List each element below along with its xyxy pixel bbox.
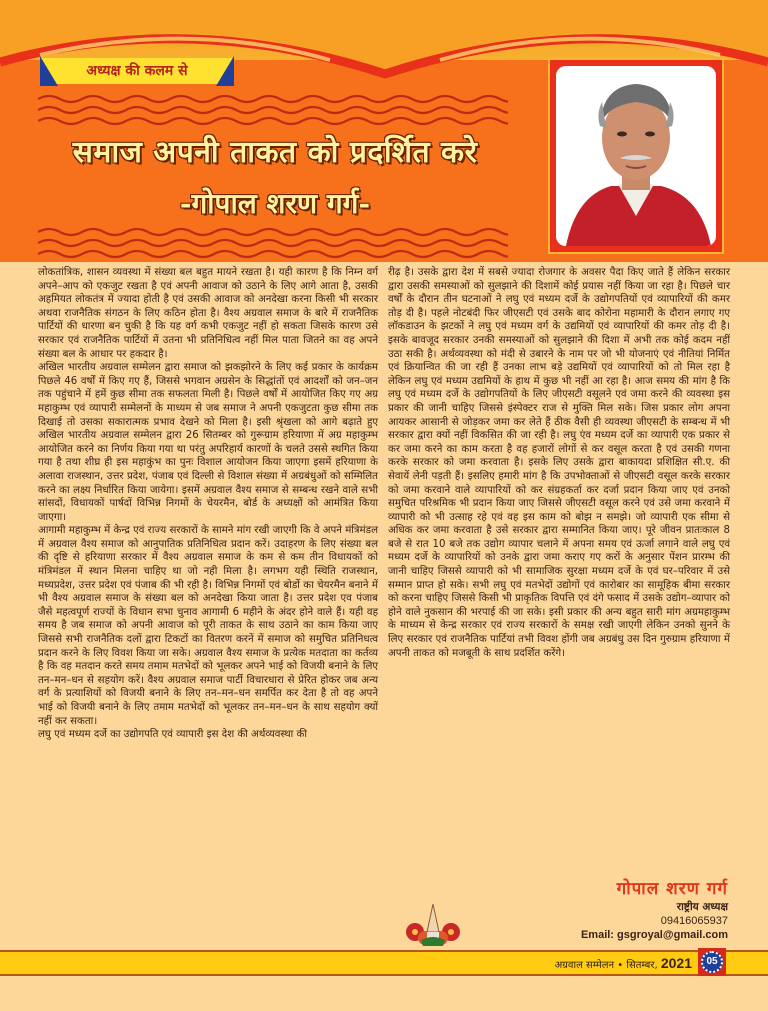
signature-name: गोपाल शरण गर्ग xyxy=(616,879,728,899)
portrait-frame xyxy=(548,58,724,254)
header-banner xyxy=(0,0,768,262)
signature-email[interactable]: Email: gsgroyal@gmail.com xyxy=(580,929,728,941)
article-column-left xyxy=(38,266,378,742)
page-number: 05 xyxy=(701,951,723,973)
footer-bar xyxy=(0,950,768,976)
article-paragraph: रीढ़ है। उसके द्वारा देश में सबसे ज्यादा रोजगार के अवसर पैदा किए जाते हैं लेकिन सरकार द्वारा उसकी समस्याओं को सुलझाने की दिशामें कोई प्रयास नहीं किया जा रहा है। पिछले चार वर्षों के दौरान तीन घटनाओं ने लघु एवं मध्यम दर्जे के उद्योगपतियों एवं व्यापारियों की कमर तोड़ दी है। पहले नोटबंदी फिर जीएसटी एवं उसके बाद कोरोना महामारी के दौरान लगाए गए लॉकडाउन के झटकों ने लघु एवं मध्यम वर्ग के उद्यमियों एवं व्यापारियों की कमर तोड़ दी है। इसके बावजूद सरकार उनकी समस्याओं को सुलझाने की दिशा में अभी तक कोई कदम नहीं उठा सकी है। अर्थव्यवस्था को मंदी से उबारने के नाम पर जो भी योजनाएं एवं नीतियां निर्मित एवं क्रियान्वित की जा रही हैं उनका लाभ बड़े उद्यमियों एवं व्यापारियों को तो मिल रहा है लेकिन लघु एवं मध्यम उद्यमियों के हाथ में कुछ भी नहीं आ रहा है। आज समय की मांग है कि लघु एवं मध्यम दर्जे के उद्योगपतियों के लिए जीएसटी वसूलने एवं जमा करने की व्यवस्था इस प्रकार की जानी चाहिए जिससे इंस्पेक्टर राज से मुक्ति मिल सके। जिस प्रकार लोग अपना आयकर आसानी से जोड़कर जमा कर लेते हैं ठीक वैसी ही व्यवस्था जीएसटी के सम्बन्ध में भी सरकार द्वारा क्यों नहीं विकसित की जा रही है। लघु एंव मध्यम दर्जे का व्यापारी एक प्रकार से कर जमा करने का काम करता है वह हजारों लोगों से कर वसूल करता है एवं उसकी गणना करके सरकार को जमा करवाता है। इसके लिए उसके द्वारा बाकायदा प्रशिक्षित सी.ए. की सेवायें लेनी पड़ती हैं। इसलिए हमारी मांग है कि उपभोक्ताओं से जीएसटी वसूल करके सरकार को जमा करवाने वाले व्यापारियों को कर संग्रहकर्ता कर दर्जा प्रदान किया जाए एवं उनको समुचित परिश्रमिक भी प्रदान किया जाए जिससे जीएसटी वसूल करने एवं उसे जमा करवाने में व्यापारी को भी उत्साह रहे एवं वह इस काम को बोझ न समझे। जो व्यापारी एक सीमा से अधिक कर जमा करवाता है उसे सरकार द्वारा सम्मानित किया जाए। पूरे जीवन प्रातःकाल 8 बजे से रात 10 बजे तक उद्योग व्यापार चलाने में अपना समय एवं ऊर्जा लगाने वाले लघु एवं मध्यम दर्जे के व्यापारियों को उनके द्वारा जमा कराए गए करों के अनुसार पेंशन प्रारम्भ की जानी चाहिए जिससे व्यापारी को भी सामाजिक सुरक्षा मध्यम दर्जे के एवं घर–परिवार में उसे सम्मान प्राप्त हो सके। सभी लघु एवं मतभेदों उद्योगों एवं कारोबार का सामूहिक बीमा सरकार को करना चाहिए जिससे किसी भी प्राकृतिक विपत्ति एवं दंगे फसाद में उसके उद्योग–व्यापार को होने वाले नुकसान की भरपाई की जा सके। इसी प्रकार की अन्य बहुत सारी मांग अग्रमहाकुम्भ के माध्यम से केन्द्र सरकार एवं राज्य सरकारों के समक्ष रखी जाएगी लेकिन उनको सुनने के लिए सरकार एवं राजनैतिक पार्टियां तभी विवश होंगी जब अग्रबंधु उस दिन गुरुग्राम हरियाणा में अपनी ताकत को मजबूती के साथ प्रदर्शित करेंगे। xyxy=(388,267,730,659)
signature-phone: 09416065937 xyxy=(660,915,728,927)
page-number-badge xyxy=(698,948,726,976)
article-column-right xyxy=(388,266,730,660)
badge-label: अध्यक्ष की कलम से xyxy=(86,63,188,79)
article-paragraph: लघु एवं मध्यम दर्जे का उद्योगपति एवं व्यापारी इस देश की अर्थव्यवस्था की xyxy=(38,729,308,741)
article-paragraph: लोकतांत्रिक, शासन व्यवस्था में संख्या बल बहुत मायने रखता है। यही कारण है कि निम्न वर्ग अपने–आप को एकजुट रखता है एवं अपनी आवाज को उठाने के लिए आगे आता है, उसकी अहमियत लोकतंत्र में ज्यादा होती है एवं उसकी आवाज को अनदेखा करना किसी भी सरकार अथवा राजनैतिक संगठन के लिए कठिन होता है। वैश्य अग्रवाल समाज के बारे में राजनैतिक पार्टियों की धारणा बन चुकी है कि यह वर्ग कभी एकजुट नहीं हो सकता जिसके कारण उसे सरकार एवं राजनैतिक पार्टियों में उतना भी प्रतिनिधित्व नहीं मिल पाता जितने का वह अपने संख्या बल के आधार पर हकदार है। xyxy=(38,267,378,360)
footer-month: सितम्बर, xyxy=(626,960,658,971)
footer-publication-line xyxy=(555,952,692,974)
article-paragraph: आगामी महाकुम्भ में केन्द्र एवं राज्य सरकारों के सामने मांग रखी जाएगी कि वे अपने मंत्रिमंडल में अग्रवाल वैश्य समाज को आनुपातिक प्रतिनिधित्व प्रदान करें। उदाहरण के लिए संख्या बल की दृष्टि से हरियाणा सरकार में वैश्य अग्रवाल समाज के कम से कम तीन विधायकों को मंत्रिमंडल में स्थान मिलना चाहिए था जो नही मिला है। लगभग यही स्थिति राजस्थान, मध्यप्रदेश, उत्तर प्रदेश एवं पंजाब की भी रही है। विभिन्न निगमों एवं बोर्डो का चेयरमैन बनाने में भी वैश्य अग्रवाल समाज के संख्या बल को अनदेखा किया जाता है। उत्तर प्रदेश एव पंजाब जैसे महत्वपूर्ण राज्यों के विधान सभा चुनाव आगामी 6 महीने के अंदर होने वाले हैं। यही वह समय है जब समाज को अपनी आवाज को पूरी ताकत के साथ उठाने का काम किया जाए जिससे सभी राजनैतिक दलों द्वारा टिकटों का वितरण करनें में समाज को समुचित प्रतिनिधत्व प्रदान करने के लिए विवश किया जा सके। अग्रवाल वैश्य समाज के प्रत्येक मतदाता का कर्तव्य है कि वह मतदान करते समय तमाम मतभेदों को भूलकर अपने भाई को विजयी बनाने के लिए तन–मन–धन से सहयोग करें। वैश्य अग्रवाल समाज पार्टी विचारधारा से प्रेरित होकर जब अन्य वर्ग के प्रत्याशियों को विजयी बनाने के लिए तन–मन–धन समर्पित कर देता है तो वह अपने भाई को विजयी बनाने के लिए तमाम मतभेदों को भूलकर तन–मन–धन के साथ सहयोग क्यों नहीं कर सकता। xyxy=(38,525,378,727)
article-paragraph: अखिल भारतीय अग्रवाल सम्मेलन द्वारा समाज को झकझोरने के लिए कई प्रकार के कार्यक्रम पिछले 46 वर्षों में किए गए हैं, जिससे भगवान अग्रसेन के सिद्धांतों एवं आदर्शों को जन–जन तक पहुंचाने में हमें कुछ सीमा तक सफलता मिली है। पिछले वर्षों में आयोजित किए गए अग्र महाकुम्भ एवं व्यापारी सम्मेलनों के माध्यम से जब समाज ने अपनी एकजुटता कुछ सीमा तक दिखाई तो उसका सकारात्मक प्रभाव देखने को मिला है। इसी श्रृंखला को आगे बढ़ाते हुए अखिल भारतीय अग्रवाल सम्मेलन द्वारा 26 सितम्बर को गुरूग्राम हरियाणा में अग्र महाकुम्भ आयोजित करने का निर्णय किया गया था परंतु अपरिहार्य कारणों के चलते उससे स्थगित किया गया है तथा शीघ्र ही इस महाकुंभ का पुनः विशाल आयोजन किया जाएगा इसमें हरियाणा के अलावा राजस्थान, उत्तर प्रदेश, पंजाब एवं दिल्ली से विशाल संख्या में अग्रबंधुओं को सम्मिलित करने का लक्ष्य निर्धारित किया जायेगा। इसमें अग्रवाल वैश्य समाज से सम्बन्ध रखने वाले सभी सांसदों, विधायकों पार्षदों विभिन्न निगमों के चेयरमैन, बोर्ड के अध्यक्षों को आमंत्रित किया जाएगा। xyxy=(38,362,378,523)
wavy-lines-bottom xyxy=(38,226,508,262)
footer-year: 2021 xyxy=(660,955,692,971)
article-title: समाज अपनी ताकत को प्रदर्शित करे xyxy=(72,135,478,170)
person-portrait-icon xyxy=(556,66,716,246)
namaste-icon xyxy=(403,902,463,946)
footer-separator: • xyxy=(617,960,624,971)
article-author-subtitle: -गोपाल शरण गर्ग- xyxy=(179,187,371,220)
signature-title: राष्ट्रीय अध्यक्ष xyxy=(676,901,728,913)
portrait-photo xyxy=(556,66,716,246)
footer-publication: अग्रवाल सम्मेलन xyxy=(554,960,615,971)
signature-block xyxy=(385,872,728,944)
wavy-lines-top xyxy=(38,93,508,129)
column-badge xyxy=(40,56,234,86)
article-body xyxy=(38,266,730,936)
